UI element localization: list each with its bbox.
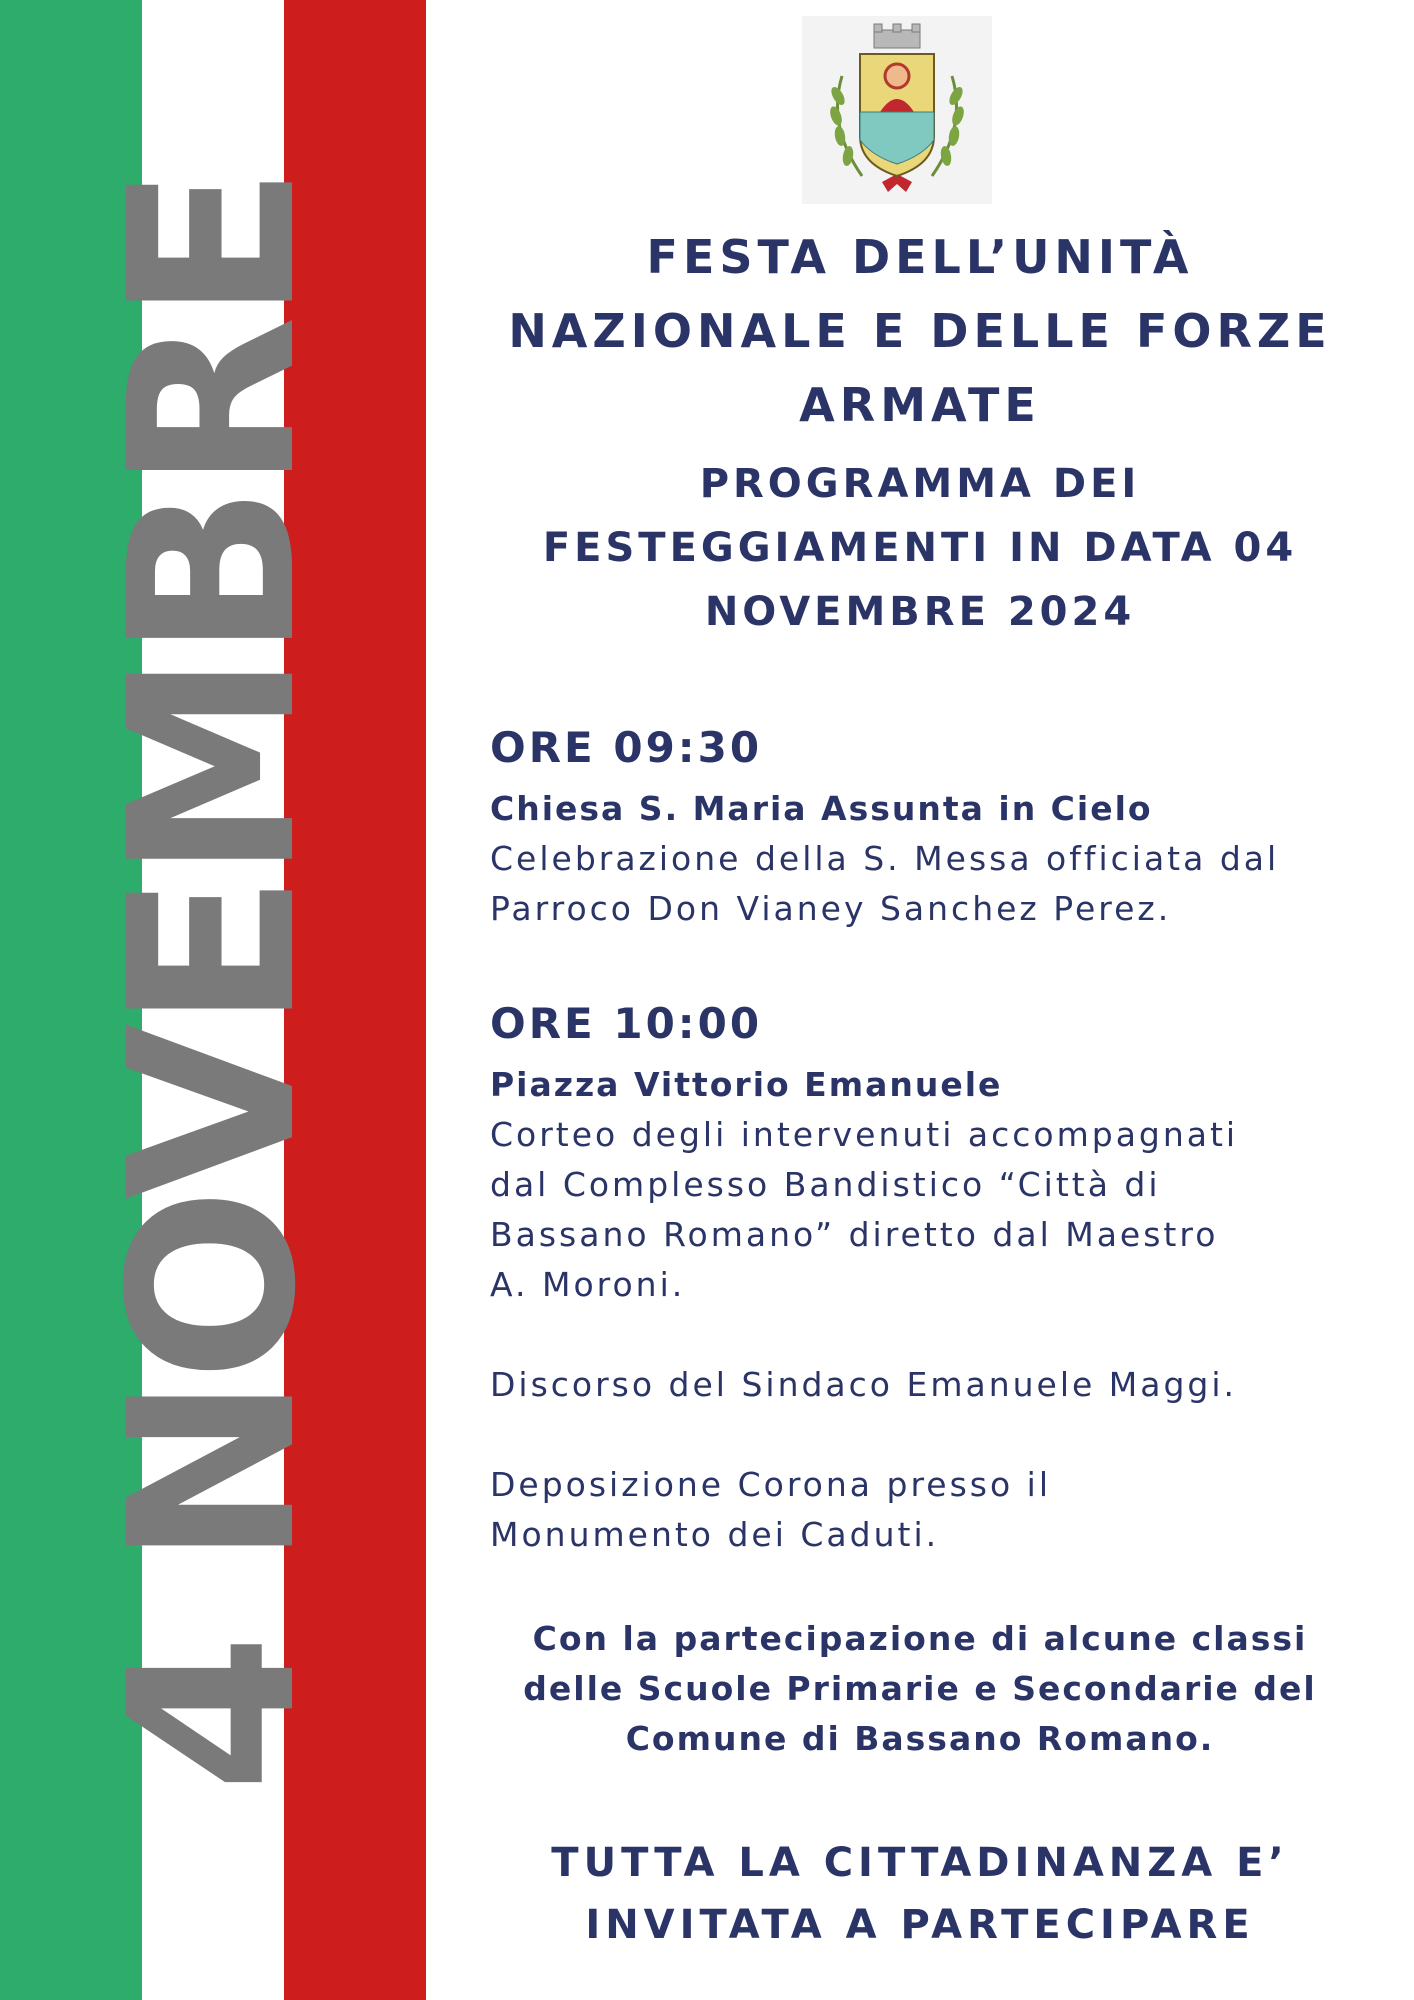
event-description-line: Celebrazione della S. Messa officiata dal xyxy=(490,839,1280,878)
event-0930 xyxy=(490,718,1390,934)
closing-invitation xyxy=(470,1832,1370,1956)
subtitle-line: PROGRAMMA DEI xyxy=(699,461,1141,507)
event-time: ORE 10:00 xyxy=(490,999,763,1048)
municipal-crest-icon xyxy=(802,16,992,204)
event-time: ORE 09:30 xyxy=(490,723,763,772)
closing-line: INVITATA A PARTECIPARE xyxy=(585,1902,1255,1948)
participation-line: Con la partecipazione di alcune classi xyxy=(532,1619,1308,1658)
title-line: FESTA DELL’UNITÀ xyxy=(646,230,1194,284)
event-description-line: Corteo degli intervenuti accompagnati xyxy=(490,1115,1239,1154)
speech-line: Discorso del Sindaco Emanuele Maggi. xyxy=(490,1365,1238,1404)
wreath-line: Deposizione Corona presso il xyxy=(490,1465,1051,1504)
event-1000 xyxy=(490,994,1390,1560)
event-place: Chiesa S. Maria Assunta in Cielo xyxy=(490,789,1153,828)
title-line: NAZIONALE E DELLE FORZE xyxy=(508,304,1332,358)
event-description-line: A. Moroni. xyxy=(490,1265,686,1304)
event-description-line: Bassano Romano” diretto dal Maestro xyxy=(490,1215,1219,1254)
title-line: ARMATE xyxy=(799,378,1041,432)
event-description-line: Parroco Don Vianey Sanchez Perez. xyxy=(490,889,1172,928)
page-title xyxy=(470,220,1370,442)
header xyxy=(470,220,1370,644)
participation-line: delle Scuole Primarie e Secondarie del xyxy=(523,1669,1317,1708)
side-banner xyxy=(80,42,346,1922)
wreath-line: Monumento dei Caduti. xyxy=(490,1515,940,1554)
participation-line: Comune di Bassano Romano. xyxy=(625,1719,1215,1758)
subtitle-line: NOVEMBRE 2024 xyxy=(704,589,1136,635)
event-place: Piazza Vittorio Emanuele xyxy=(490,1065,1003,1104)
subtitle-line: FESTEGGIAMENTI IN DATA 04 xyxy=(542,525,1298,571)
side-banner-text: 4 NOVEMBRE xyxy=(80,171,346,1793)
participation-note xyxy=(470,1614,1370,1764)
event-description-line: dal Complesso Bandistico “Città di xyxy=(490,1165,1161,1204)
page-subtitle xyxy=(470,452,1370,644)
closing-line: TUTTA LA CITTADINANZA E’ xyxy=(551,1840,1289,1886)
